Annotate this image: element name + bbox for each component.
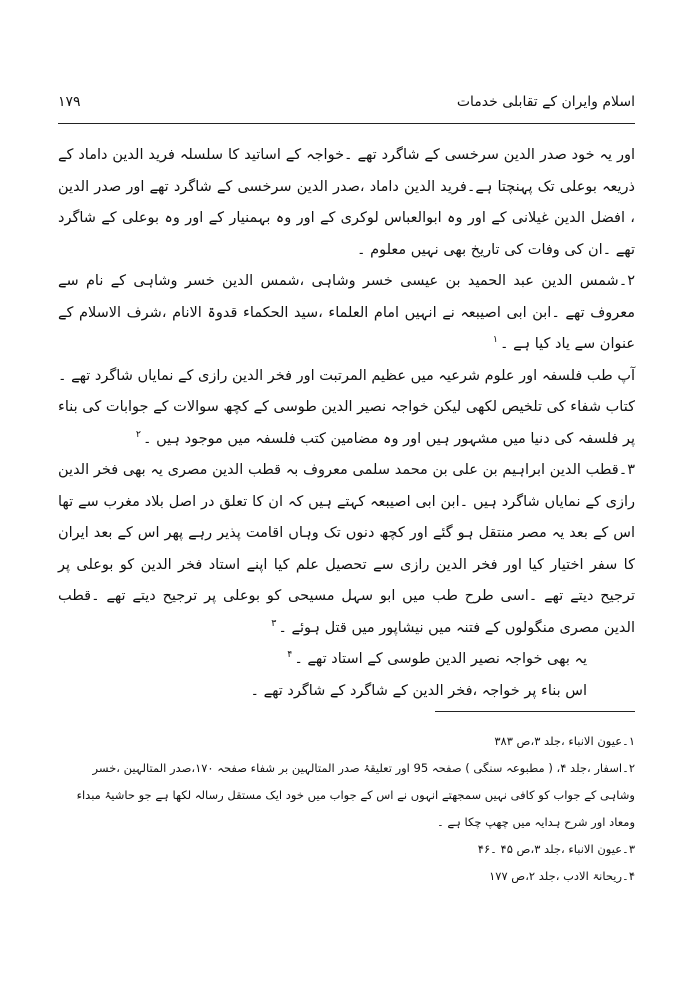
paragraph	[58, 644, 635, 676]
paragraph	[58, 361, 635, 456]
paragraph-text: ۳۔قطب الدین ابراہیم بن علی بن محمد سلمی معروف بہ قطب الدین مصری یہ بھی فخر الدین رازی کے نمایاں شاگرد ہیں ۔ابن ابی اصیبعہ کہتے ہیں کہ ان کا تعلق در اصل بلاد مغرب سے تھا اس کے بعد یہ مصر منتقل ہو گئے اور کچھ دنوں تک وہاں اقامت پذیر رہے پھر اس کے بعد ایران کا سفر اختیار کیا اور فخر الدین رازی سے تحصیل علم کیا اپنے استاد فخر الدین کو بوعلی پر ترجیح دیتے تھے ۔اسی طرح طب میں ابو سہل مسیحی کو بوعلی پر ترجیح دیتے تھے ۔قطب الدین مصری منگولوں کے فتنہ میں نیشاپور میں قتل ہوئے ۔	[58, 462, 635, 636]
paragraph-text: اور یہ خود صدر الدین سرخسی کے شاگرد تھے ۔خواجہ کے اساتید کا سلسلہ فرید الدین داماد کے ذریعہ بوعلی تک پہنچتا ہے۔فرید الدین داماد ،صدر الدین سرخسی کے شاگرد تھے اور صدر الدین ، افضل الدین غیلانی کے اور وہ ابوالعباس لوکری کے اور وہ بہمنیار کے اور وہ بوعلی کے شاگرد تھے ۔ان کی وفات کی تاریخ بھی نہیں معلوم ۔	[58, 147, 635, 258]
footnote-ref[interactable]: ۲	[135, 428, 142, 440]
page-header	[58, 92, 635, 120]
footnote-ref[interactable]: ۱	[492, 334, 499, 346]
footnote-ref[interactable]: ۴	[287, 649, 293, 661]
paragraph-text: یہ بھی خواجہ نصیر الدین طوسی کے استاد تھے ۔	[294, 651, 587, 667]
paragraph-text: ۲۔شمس الدین عبد الحمید بن عیسی خسر وشاہی ،شمس الدین خسر وشاہی کے نام سے معروف تھے ۔ابن ابی اصیبعہ نے انہیں امام العلماء ،سید الحکماء قدوۃ الانام ،شرف الاسلام کے عنوان سے یاد کیا ہے ۔	[58, 273, 635, 352]
footnote: ۱۔عیون الانباء ،جلد ۳،ص ۳۸۳	[494, 734, 635, 748]
header-divider	[58, 123, 635, 124]
paragraph	[58, 676, 635, 708]
body-text	[58, 140, 635, 707]
footnote-ref[interactable]: ۳	[271, 617, 277, 629]
footnote: ۲۔اسفار ،جلد ۴، ( مطبوعہ سنگی ) صفحہ 95 اور تعلیقۂ صدر المتالہین بر شفاء صفحہ ۱۷۰،صدر المتالہین ،خسر وشاہی کے جواب کو کافی نہیں سمجھتے انہوں نے اس کے جواب میں خود ایک مستقل رسالہ لکھا ہے جو حاشیۂ مبداء ومعاد اور شرح ہدایہ میں چھپ چکا ہے ۔	[76, 761, 635, 829]
footnote: ۴۔ریحانۃ الادب ،جلد ۲،ص ۱۷۷	[489, 869, 635, 883]
paragraph	[58, 455, 635, 644]
paragraph	[58, 140, 635, 266]
paragraph-text: آپ طب فلسفہ اور علوم شرعیہ میں عظیم المرتبت اور فخر الدین رازی کے نمایاں شاگرد تھے ۔کتاب شفاء کی تلخیص لکھی لیکن خواجہ نصیر الدین طوسی کے کچھ سوالات کے جوابات کی بناء پر فلسفہ کی دنیا میں مشہور ہیں اور وہ مضامین کتب فلسفہ میں موجود ہیں ۔	[58, 367, 635, 447]
page-number: ۱۷۹	[58, 94, 81, 110]
footnotes	[58, 728, 635, 890]
paragraph-text: اس بناء پر خواجہ ،فخر الدین کے شاگرد کے شاگرد تھے ۔	[250, 682, 587, 699]
running-title: اسلام وایران کے تقابلی خدمات	[456, 94, 635, 110]
paragraph	[58, 266, 635, 361]
footnote-divider	[435, 711, 635, 712]
footnote: ۳۔عیون الانباء ،جلد ۳،ص ۴۵ ۔۴۶	[477, 842, 635, 856]
